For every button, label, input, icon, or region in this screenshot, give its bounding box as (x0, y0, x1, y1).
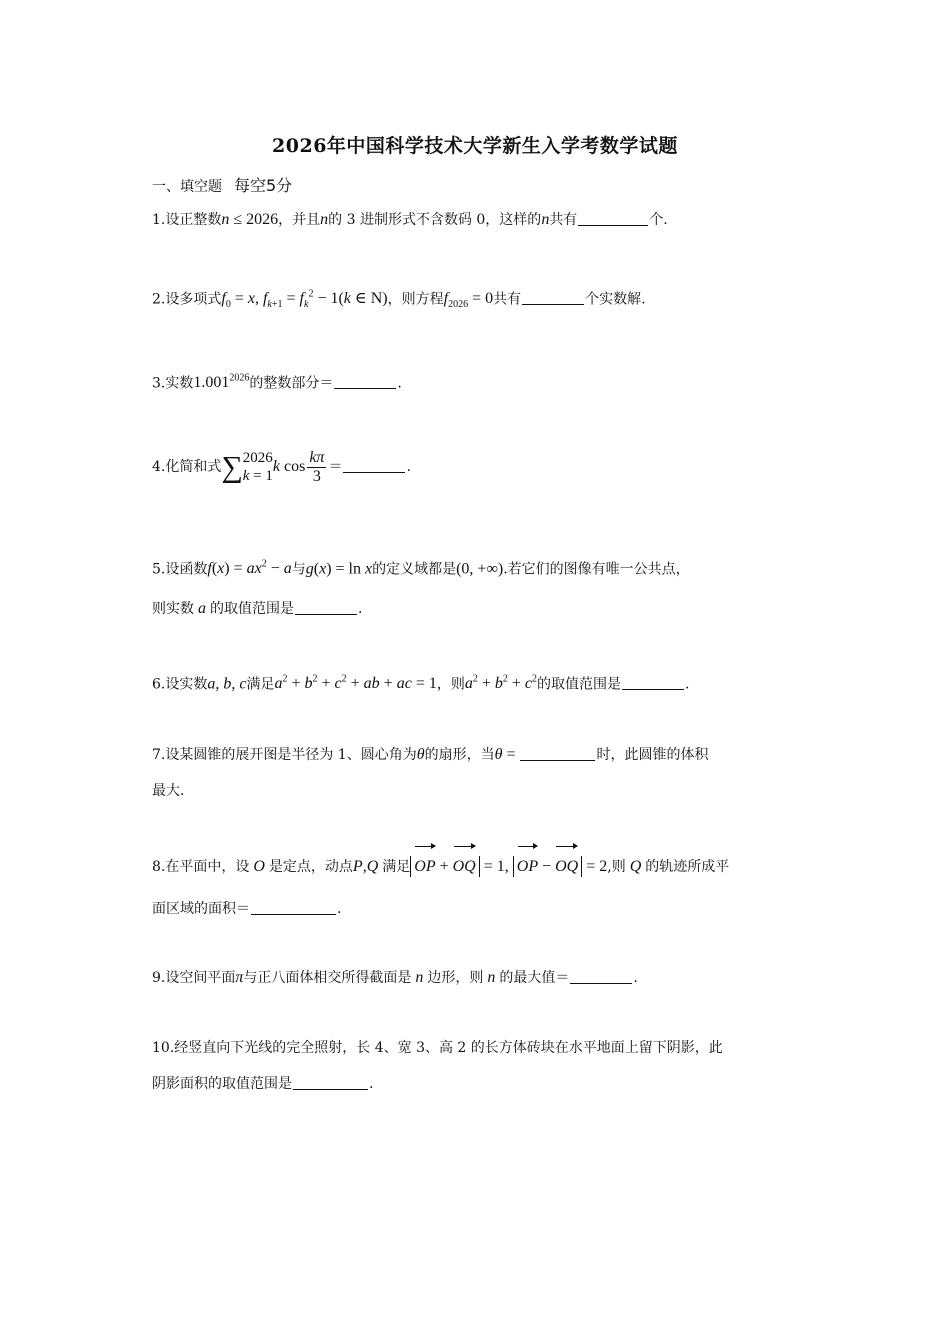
question-text: .若它们的图像有唯一公共点， (503, 561, 690, 578)
question-text: 时，此圆锥的体积 (596, 747, 709, 763)
question-text: 的取值范围是 (210, 601, 294, 618)
question-7 (152, 737, 792, 809)
question-text: 个. (649, 212, 668, 228)
question-text: ，则方程 (387, 291, 444, 308)
math-expression: $\frac{k\pi}{3}$ (309, 448, 325, 485)
math-expression: a, b, c (207, 675, 247, 693)
question-text: 与正八面体相交所得截面是 (243, 970, 412, 986)
question-text: 设某圆锥的展开图是半径为 1、圆心角为 (165, 747, 417, 763)
question-text: . (397, 375, 402, 392)
math-expression: (0, +∞) (456, 560, 504, 578)
math-expression: P,Q (352, 858, 379, 875)
exam-title: 2026年中国科学技术大学新生入学考数学试题 (272, 135, 678, 157)
question-text: . (406, 459, 411, 476)
question-text: 实数 (165, 375, 194, 392)
question-text: . (369, 1076, 374, 1092)
answer-blank[interactable] (293, 1073, 368, 1090)
question-text: 满足 (382, 859, 411, 875)
math-expression: $a^2 + b^2 + c^2$ (464, 674, 538, 693)
math-expression: n (415, 969, 424, 986)
question-text: 的最大值＝ (499, 970, 570, 986)
math-expression: n (487, 969, 496, 986)
math-expression: n (541, 211, 550, 228)
question-number: 9. (152, 970, 166, 986)
question-text: . (685, 676, 690, 693)
math-expression: $1.001^{2026}$ (193, 373, 250, 392)
question-text: 共有 (549, 212, 578, 228)
question-text: . (358, 601, 363, 618)
math-expression: a (198, 600, 206, 618)
question-number: 4. (152, 459, 166, 476)
question-text: . (633, 970, 638, 986)
question-text: . (337, 901, 342, 917)
question-text: ＝ (328, 459, 343, 476)
question-line (152, 589, 792, 629)
answer-blank[interactable] (334, 372, 396, 389)
question-text: 在平面中，设 (165, 859, 250, 875)
question-number: 8. (152, 859, 166, 875)
answer-blank[interactable] (570, 967, 632, 984)
question-text: 设函数 (165, 561, 208, 578)
section-label: 一、填空题 (152, 179, 222, 195)
answer-blank[interactable] (343, 456, 405, 473)
math-expression: Q (629, 858, 642, 875)
question-3 (152, 361, 792, 401)
question-text: 设多项式 (165, 291, 222, 308)
question-text: 面区域的面积＝ (152, 901, 250, 917)
answer-blank[interactable] (520, 744, 595, 761)
answer-blank[interactable] (578, 209, 648, 226)
question-text: 化简和式 (165, 459, 222, 476)
answer-blank[interactable] (622, 673, 684, 690)
question-number: 3. (152, 375, 166, 392)
math-expression: $f(x) = ax^2 - a$ (207, 559, 292, 578)
question-text: 设空间平面 (165, 970, 236, 986)
question-line (152, 1066, 792, 1102)
math-expression: O (253, 858, 265, 875)
question-number: 10. (152, 1040, 175, 1056)
question-line (152, 889, 792, 929)
question-number: 5. (152, 561, 166, 578)
question-text: 边形，则 (427, 970, 484, 986)
question-10 (152, 1030, 792, 1102)
math-expression: OP + OQ = 1, OP − OQ = 2 (410, 856, 607, 877)
math-expression: g(x) = ln x (305, 560, 373, 578)
question-text: 与 (291, 561, 306, 578)
question-text: 设实数 (165, 676, 208, 693)
question-text: 的定义域都是 (372, 561, 457, 578)
question-text: 则实数 (152, 601, 194, 618)
math-expression: k cos (272, 458, 306, 476)
question-number: 2. (152, 291, 166, 308)
math-expression: $f_0 = x$, $f_{k+1} = f_k^2 - 1(k$ ∈ N) (221, 289, 388, 311)
math-expression: n (320, 211, 329, 228)
math-expression: θ = (494, 746, 520, 763)
score-note: 每空5分 (234, 176, 293, 195)
question-text: ,则 (607, 859, 626, 875)
question-text: 满足 (246, 676, 275, 693)
answer-blank[interactable] (522, 288, 584, 305)
math-expression: $f_{2026} = 0$ (443, 290, 494, 311)
question-4 (152, 442, 792, 492)
section-heading (152, 173, 292, 196)
question-text: 的扇形，当 (424, 747, 495, 763)
question-6 (152, 662, 792, 702)
question-text: 共有 (493, 291, 522, 308)
question-text: ，则 (436, 676, 465, 693)
question-2 (152, 277, 792, 324)
math-expression: ∑ 2026 k = 1 (221, 450, 273, 485)
question-text: 的取值范围是 (537, 676, 622, 693)
question-text: 的轨迹所成平 (645, 859, 730, 875)
question-text: 阴影面积的取值范围是 (152, 1076, 292, 1092)
question-number: 6. (152, 676, 166, 693)
math-expression: θ (416, 746, 425, 763)
question-text: 的 3 进制形式不含数码 0，这样的 (328, 212, 542, 228)
math-expression: $a^2 + b^2 + c^2$ + ab + ac = 1 (274, 674, 437, 693)
question-8 (152, 845, 792, 929)
question-9 (152, 960, 792, 996)
math-expression: π (235, 969, 244, 986)
answer-blank[interactable] (295, 598, 357, 615)
question-line: 最大. (152, 783, 185, 799)
question-text: ，并且 (278, 212, 321, 228)
answer-blank[interactable] (251, 898, 336, 915)
question-text: 是定点，动点 (268, 859, 353, 875)
question-text: 经竖直向下光线的完全照射，长 4、宽 3、高 2 的长方体砖块在水平地面上留下阴影，此 (174, 1040, 723, 1056)
question-5 (152, 545, 792, 629)
question-text: 的整数部分＝ (249, 375, 334, 392)
question-text: 个实数解. (585, 291, 646, 308)
math-expression: n ≤ 2026 (221, 211, 279, 228)
question-1 (152, 202, 792, 238)
question-number: 1. (152, 212, 166, 228)
question-number: 7. (152, 747, 166, 763)
question-text: 设正整数 (165, 212, 222, 228)
